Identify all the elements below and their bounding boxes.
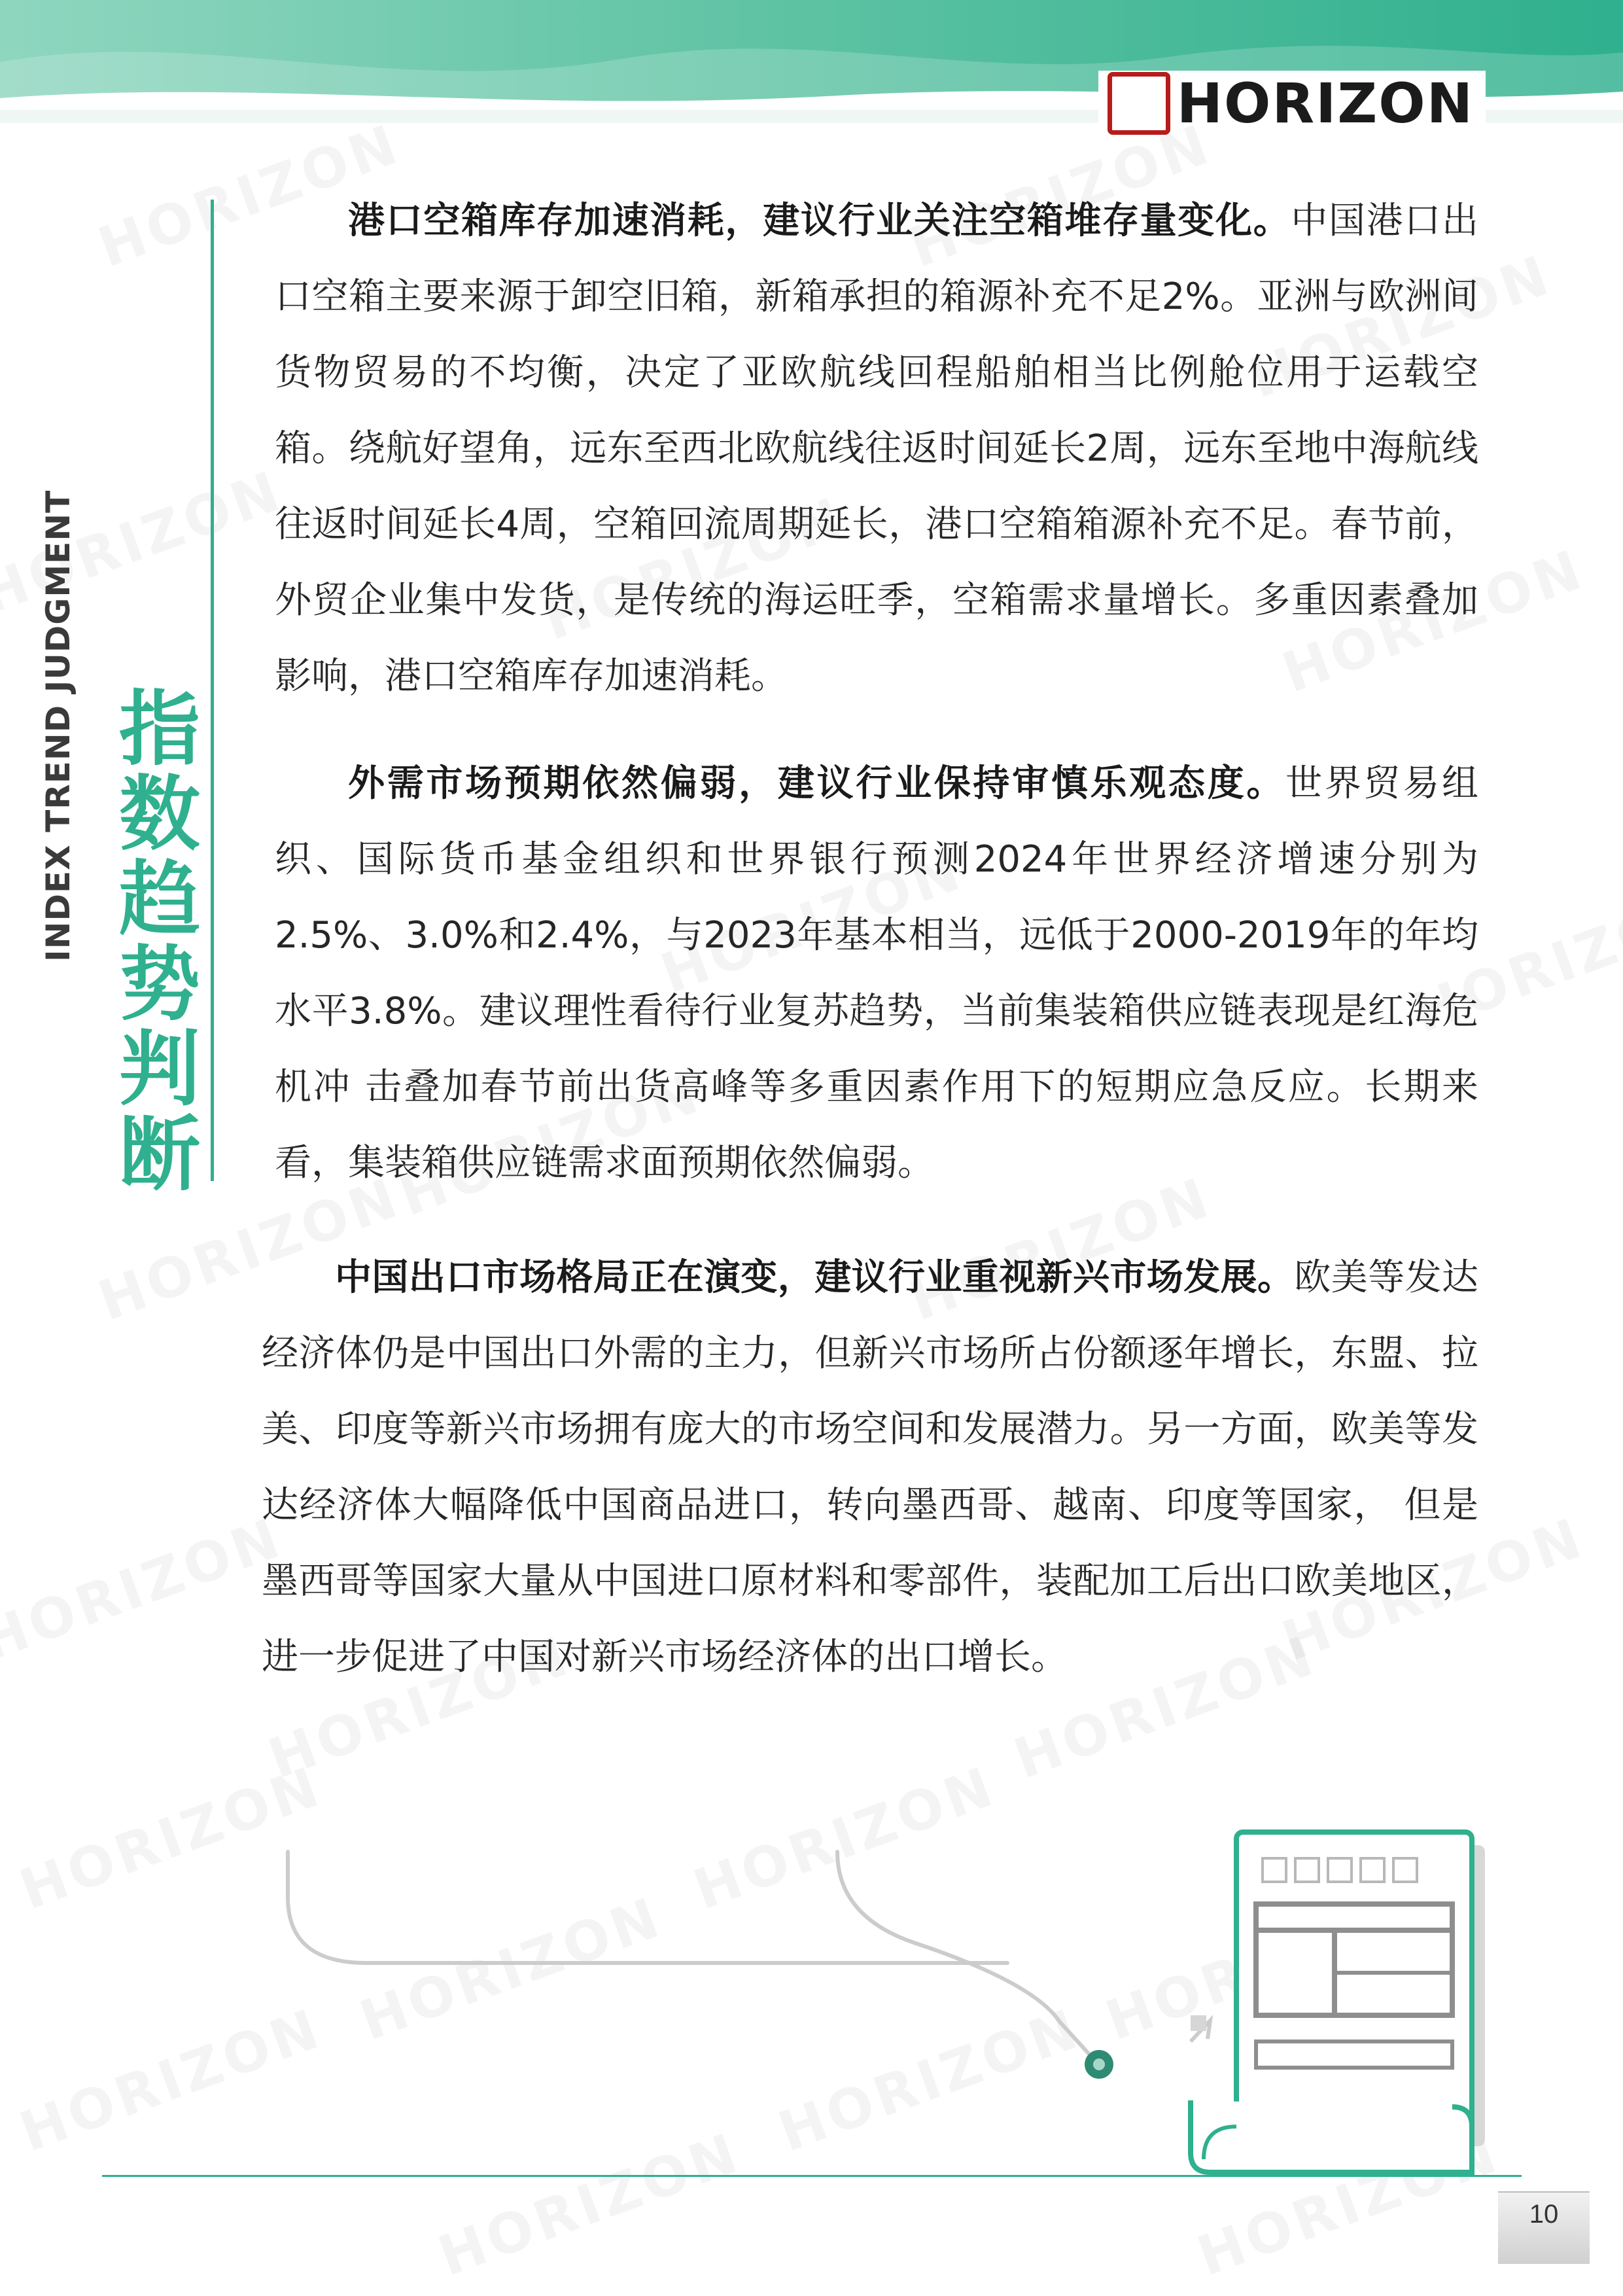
- side-title-char: 势: [118, 938, 200, 1032]
- logo-wordmark: HORIZON: [1176, 71, 1474, 135]
- side-title-char: 趋: [118, 853, 200, 947]
- logo-seal-icon: [1108, 72, 1170, 135]
- paragraph-body: 中国港口出口空箱主要来源于卸空旧箱，新箱承担的箱源补充不足2%。亚洲与欧洲间货物贸易的不均衡，决定了亚欧航线回程船舶相当比例舱位用于运载空箱。绕航好望角，远东至西北欧航线往返时间延长2周，远东至地中海航线往返时间延长4周，空箱回流周期延长，港口空箱箱源补充不足。春节前，外贸企业集中发货，是传统的海运旺季，空箱需求量增长。多重因素叠加影响，港口空箱库存加速消耗。: [275, 200, 1479, 698]
- side-title-char: 断: [118, 1108, 200, 1202]
- paragraph-body: 世界贸易组织、国际货币基金组织和世界银行预测2024年世界经济增速分别为2.5%、3.0%和2.4%，与2023年基本相当，远低于2000-2019年的年均水平3.8%。建议理性看待行业复苏趋势，当前集装箱供应链表现是红海危机冲 击叠加春节前出货高峰等多重因素作用下的短期应急反应。长期来看，集装箱供应链需求面预期依然偏弱。: [275, 762, 1479, 1184]
- side-title-en: INDEX TREND JUDGMENT: [39, 489, 77, 962]
- paragraph: [262, 1240, 1478, 1695]
- paragraph-lead: 港口空箱库存加速消耗，建议行业关注空箱堆存量变化。: [348, 200, 1291, 242]
- footer-divider: [102, 2175, 1522, 2177]
- document-illustration: [262, 1819, 1518, 2185]
- paragraph: [275, 183, 1478, 715]
- watermark: [0, 1505, 290, 1673]
- side-title-char: 指: [118, 682, 200, 777]
- side-title-char: 数: [118, 768, 200, 862]
- side-title-char: 判: [118, 1023, 200, 1117]
- paragraph-lead: 中国出口市场格局正在演变，建议行业重视新兴市场发展。: [335, 1256, 1295, 1299]
- side-divider: [211, 200, 214, 1181]
- page-number: 10: [1529, 2200, 1559, 2229]
- paragraph-lead: 外需市场预期依然偏弱，建议行业保持审慎乐观态度。: [348, 762, 1286, 805]
- paragraph: [275, 746, 1478, 1201]
- page-number-tab: [1498, 2185, 1590, 2264]
- paragraph-body: 欧美等发达经济体仍是中国出口外需的主力，但新兴市场所占份额逐年增长，东盟、拉美、印度等新兴市场拥有庞大的市场空间和发展潜力。另一方面，欧美等发达经济体大幅降低中国商品进口，转向墨西哥、越南、印度等国家， 但是墨西哥等国家大量从中国进口原材料和零部件，装配加工后出口欧美地区，进一步促进了中国对新兴市场经济体的出口增长。: [262, 1256, 1479, 1678]
- brand-logo: [1098, 71, 1486, 136]
- side-title-cn: [114, 682, 205, 1202]
